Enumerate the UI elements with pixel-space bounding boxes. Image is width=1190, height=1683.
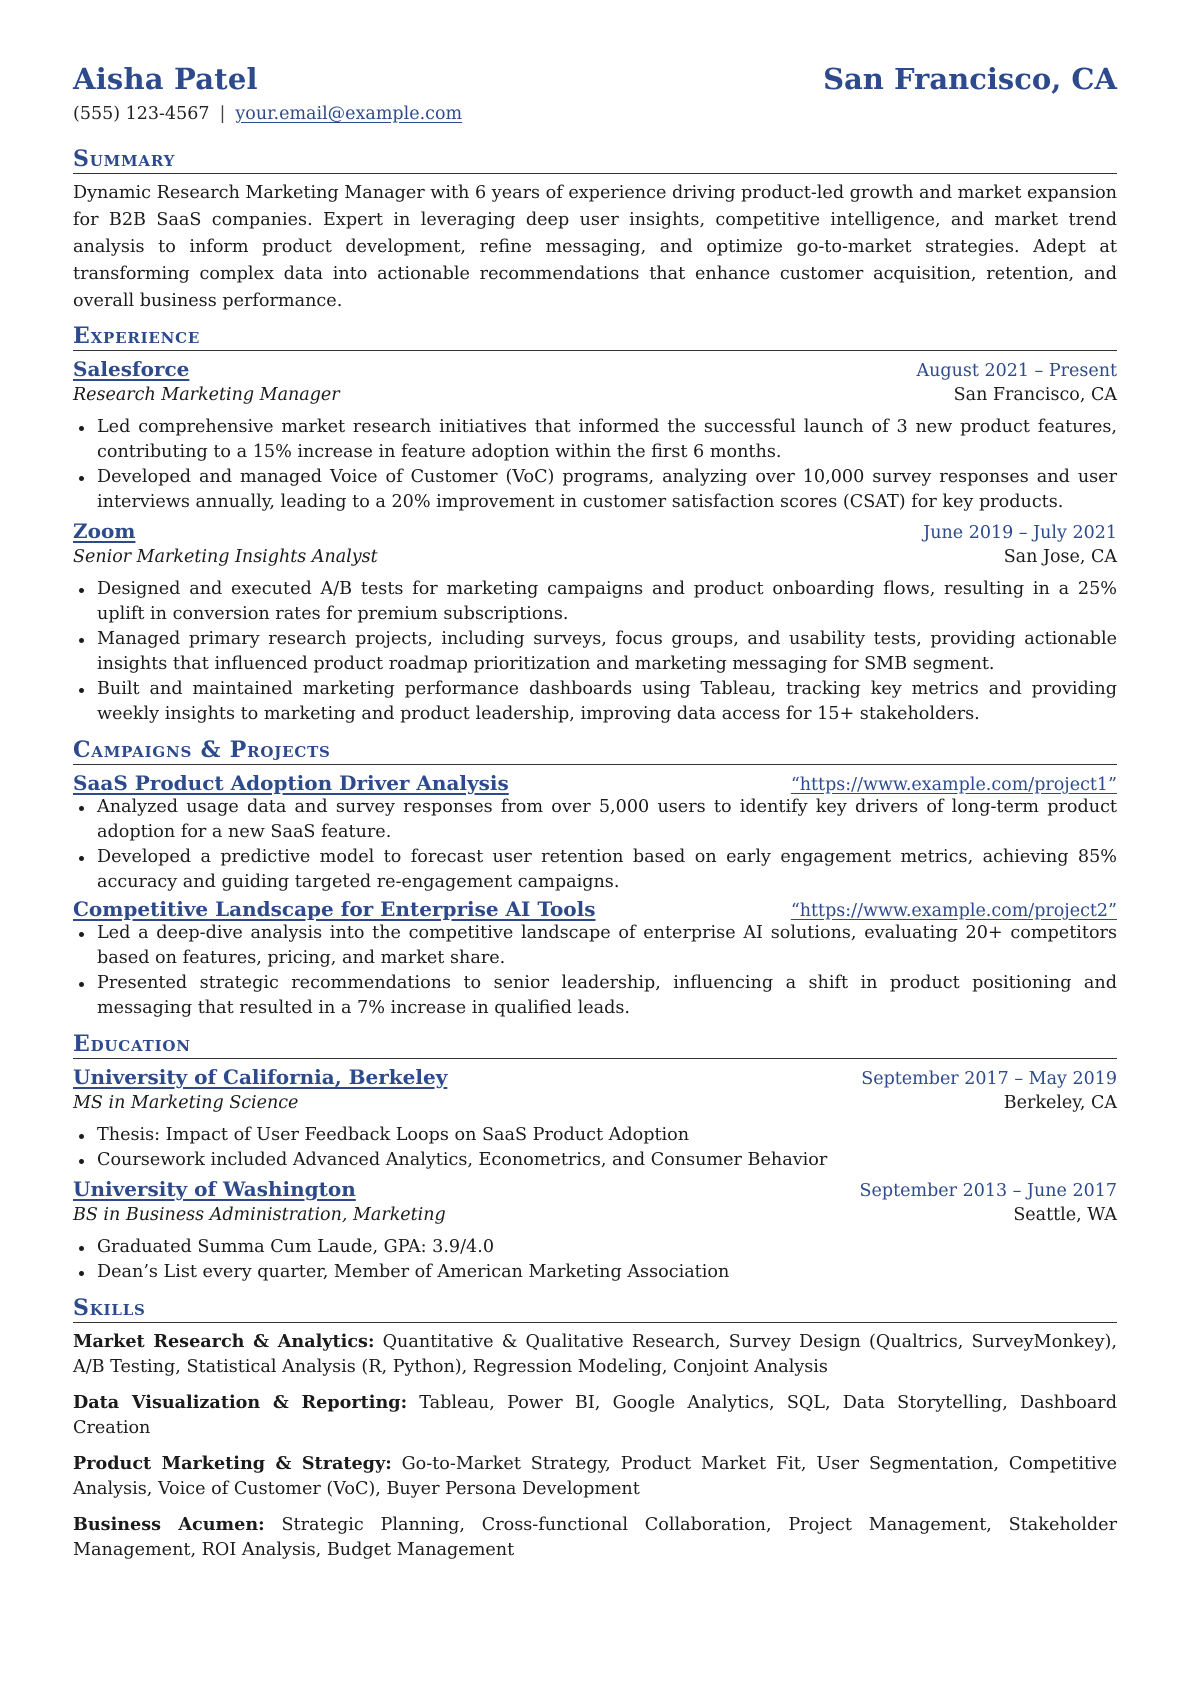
skill-group-text: Quantitative & Qualitative Research, Survey Design (Qualtrics, SurveyMonkey), A/B Testing, Statistical Analysis (R, Python), Regression Modeling, Conjoint Analysis [73,1332,1117,1377]
skill-group-text: Tableau, Power BI, Google Analytics, SQL, Data Storytelling, Dashboard Creation [73,1393,1117,1438]
job-location: San Jose, CA [1003,547,1117,567]
phone-number: (555) 123-4567 [73,104,210,124]
school-link[interactable]: University of California, Berkeley [73,1065,448,1089]
resume-header [73,0,1117,96]
school-entry [73,1065,1117,1173]
school-location: Berkeley, CA [1003,1093,1117,1113]
contact-line [73,104,1117,124]
contact-separator: | [219,104,226,124]
list-item: Analyzed usage data and survey responses from over 5,000 users to identify key drivers of long-term product adoption for a new SaaS feature. [97,795,1117,845]
school-degree: MS in Marketing Science [73,1093,299,1113]
skill-group [73,1512,1117,1563]
project-bullets [73,795,1117,895]
school-subheader [73,1205,1117,1225]
skill-group-text: Go-to-Market Strategy, Product Market Fit, User Segmentation, Competitive Analysis, Voice of Customer (VoC), Buyer Persona Development [73,1454,1117,1499]
list-item: Graduated Summa Cum Laude, GPA: 3.9/4.0 [97,1235,1117,1260]
job-role: Senior Marketing Insights Analyst [73,547,378,567]
project-url-link[interactable]: “https://www.example.com/project2” [790,901,1117,921]
section-title-summary: Summary [73,146,1117,174]
job-entry [73,357,1117,515]
school-bullets [73,1235,1117,1285]
job-location: San Francisco, CA [953,385,1117,405]
list-item: Led a deep-dive analysis into the competitive landscape of enterprise AI solutions, evaluating 20+ competitors based on features, pricing, and market share. [97,921,1117,971]
job-subheader [73,547,1117,567]
school-bullets [73,1123,1117,1173]
list-item: Coursework included Advanced Analytics, Econometrics, and Consumer Behavior [97,1148,1117,1173]
project-entry [73,897,1117,1021]
school-header [73,1177,1117,1201]
skill-group [73,1390,1117,1441]
school-dates: September 2013 – June 2017 [859,1181,1117,1201]
job-dates: June 2019 – July 2021 [923,523,1117,543]
job-header [73,519,1117,543]
job-bullets [73,415,1117,515]
school-entry [73,1177,1117,1285]
projects-section [73,737,1117,1021]
section-title-skills: Skills [73,1295,1117,1323]
email-link[interactable]: your.email@example.com [235,104,463,124]
candidate-location: San Francisco, CA [823,62,1117,96]
project-url-link[interactable]: “https://www.example.com/project1” [790,775,1117,795]
job-header [73,357,1117,381]
company-link[interactable]: Zoom [73,519,136,543]
job-entry [73,519,1117,727]
school-subheader [73,1093,1117,1113]
summary-text: Dynamic Research Marketing Manager with 6 years of experience driving product-led growth and market expansion for B2B SaaS companies. Expert in leveraging deep user insights, competitive intelligence, and market trend analysis to inform product development, refine messaging, and optimize go-to-market strategies. Adept at transforming complex data into actionable recommendations that enhance customer acquisition, retention, and overall business performance. [73,183,1117,311]
section-title-education: Education [73,1031,1117,1059]
project-header [73,771,1117,795]
project-entry [73,771,1117,895]
list-item: Developed and managed Voice of Customer (VoC) programs, analyzing over 10,000 survey responses and user interviews annually, leading to a 20% improvement in customer satisfaction scores (CSAT) for key products. [97,465,1117,515]
education-section [73,1031,1117,1285]
section-title-experience: Experience [73,323,1117,351]
school-dates: September 2017 – May 2019 [861,1069,1117,1089]
skill-group-label: Business Acumen: [73,1514,265,1535]
school-degree: BS in Business Administration, Marketing [73,1205,446,1225]
job-dates: August 2021 – Present [916,361,1117,381]
skill-group [73,1329,1117,1380]
skill-group-label: Market Research & Analytics: [73,1331,375,1352]
school-link[interactable]: University of Washington [73,1177,356,1201]
project-header [73,897,1117,921]
job-bullets [73,577,1117,727]
job-role: Research Marketing Manager [73,385,340,405]
experience-section [73,323,1117,727]
list-item: Managed primary research projects, including surveys, focus groups, and usability tests, providing actionable insights that influenced product roadmap prioritization and marketing messaging for SMB segment. [97,627,1117,677]
list-item: Designed and executed A/B tests for marketing campaigns and product onboarding flows, resulting in a 25% uplift in conversion rates for premium subscriptions. [97,577,1117,627]
list-item: Led comprehensive market research initiatives that informed the successful launch of 3 new product features, contributing to a 15% increase in feature adoption within the first 6 months. [97,415,1117,465]
candidate-name: Aisha Patel [73,62,258,96]
list-item: Presented strategic recommendations to senior leadership, influencing a shift in product positioning and messaging that resulted in a 7% increase in qualified leads. [97,971,1117,1021]
section-title-projects: Campaigns & Projects [73,737,1117,765]
project-title-link[interactable]: Competitive Landscape for Enterprise AI Tools [73,897,596,921]
list-item: Dean’s List every quarter, Member of American Marketing Association [97,1260,1117,1285]
project-bullets [73,921,1117,1021]
school-header [73,1065,1117,1089]
list-item: Thesis: Impact of User Feedback Loops on SaaS Product Adoption [97,1123,1117,1148]
company-link[interactable]: Salesforce [73,357,190,381]
school-location: Seattle, WA [1013,1205,1117,1225]
skill-group-label: Product Marketing & Strategy: [73,1453,392,1474]
skill-group-text: Strategic Planning, Cross-functional Collaboration, Project Management, Stakeholder Management, ROI Analysis, Budget Management [73,1515,1118,1560]
skills-section [73,1295,1117,1563]
skill-group [73,1451,1117,1502]
job-subheader [73,385,1117,405]
list-item: Built and maintained marketing performance dashboards using Tableau, tracking key metrics and providing weekly insights to marketing and product leadership, improving data access for 15+ stakeholders. [97,677,1117,727]
project-title-link[interactable]: SaaS Product Adoption Driver Analysis [73,771,509,795]
summary-section [73,146,1117,315]
list-item: Developed a predictive model to forecast user retention based on early engagement metrics, achieving 85% accuracy and guiding targeted re-engagement campaigns. [97,845,1117,895]
skill-group-label: Data Visualization & Reporting: [73,1392,408,1413]
